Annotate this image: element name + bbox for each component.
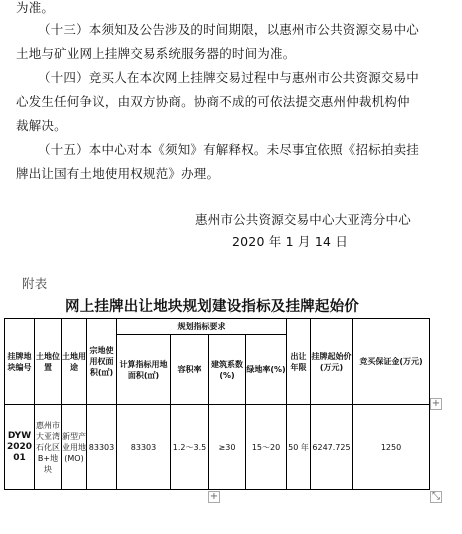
cell-plot-no: DYW202001 — [5, 405, 35, 490]
header-area: 宗地使用权面积(㎡) — [87, 319, 117, 405]
cell-green: 15～20 — [246, 405, 287, 490]
paragraph-13-line-2: 土地与矿业网上挂牌交易系统服务器的时间为准。 — [16, 46, 296, 61]
header-density: 建筑系数(%) — [209, 335, 246, 405]
cell-area: 83303 — [87, 405, 117, 490]
cell-far: 1.2～3.5 — [171, 405, 209, 490]
header-green: 绿地率(%) — [246, 335, 287, 405]
header-far: 容积率 — [171, 335, 209, 405]
paragraph-14-line-2: 心发生任何争议，由双方协商。协商不成的可依法提交惠州仲裁机构仲 — [16, 94, 410, 109]
add-row-handle-icon[interactable]: + — [209, 491, 219, 502]
paragraph-text: 为准。 — [16, 0, 55, 15]
cell-use: 新型产业用地(MO) — [62, 405, 87, 490]
add-column-handle-icon[interactable]: + — [431, 398, 441, 409]
plot-indicator-table — [4, 318, 430, 490]
header-planning: 规划指标要求 — [117, 319, 287, 335]
header-use: 土地用途 — [62, 319, 87, 405]
cell-deposit: 1250 — [353, 405, 430, 490]
header-plot-no: 挂牌地块编号 — [5, 319, 35, 405]
paragraph-15-line-2: 牌出让国有土地使用权规范》办理。 — [16, 166, 220, 181]
cell-density: ≥30 — [209, 405, 246, 490]
paragraph-13-line-1: （十三）本须知及公告涉及的时间期限，以惠州市公共资源交易中心 — [38, 22, 420, 37]
cell-location: 惠州市大亚湾石化区B+地块 — [35, 405, 62, 490]
paragraph-14-line-1: （十四）竞买人在本次网上挂牌交易过程中与惠州市公共资源交易中 — [38, 70, 420, 85]
paragraph-15-line-1: （十五）本中心对本《须知》有解释权。未尽事宜依照《招标拍卖挂 — [38, 142, 420, 157]
signature-date: 2020 年 1 月 14 日 — [232, 234, 349, 249]
header-price: 挂牌起始价(万元) — [311, 319, 353, 405]
cell-term: 50 年 — [287, 405, 311, 490]
paragraph-14-line-3: 裁解决。 — [16, 118, 67, 133]
header-calc-area: 计算指标用地面积(㎡) — [117, 335, 171, 405]
cell-calc-area: 83303 — [117, 405, 171, 490]
header-term: 出让年限 — [287, 319, 311, 405]
resize-table-handle-icon[interactable]: ⤡ — [432, 491, 440, 502]
signature-org: 惠州市公共资源交易中心大亚湾分中心 — [195, 212, 411, 227]
table-title: 网上挂牌出让地块规划建设指标及挂牌起始价 — [65, 299, 359, 315]
cell-price: 6247.725 — [311, 405, 353, 490]
appendix-label: 附表 — [22, 276, 48, 291]
header-location: 土地位置 — [35, 319, 62, 405]
header-deposit: 竞买保证金(万元) — [353, 319, 430, 405]
